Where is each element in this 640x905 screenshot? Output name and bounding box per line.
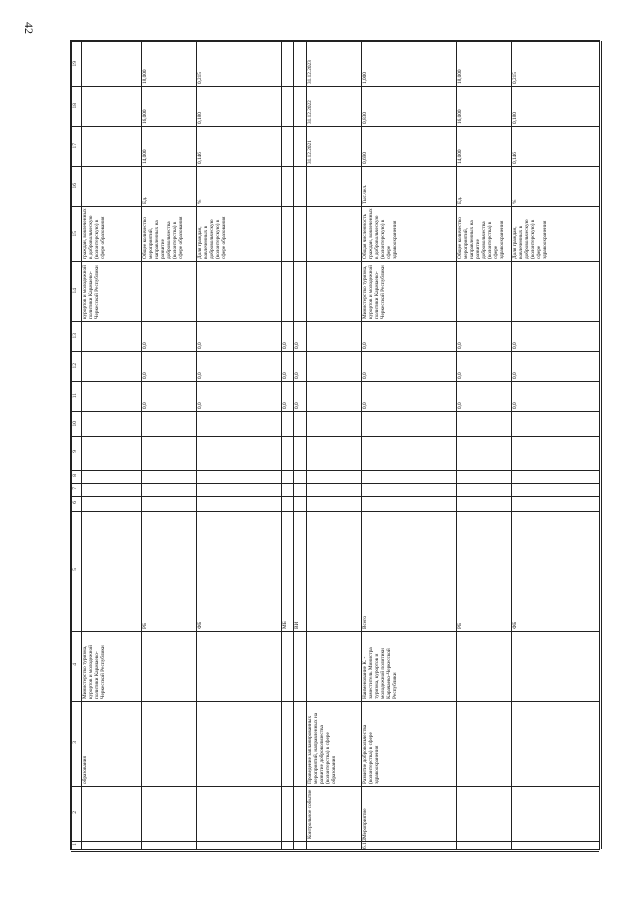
table-cell: Министерство туризма, курортов и молодежной политики Карачаево-Черкесской Республики (82, 643, 106, 699)
grid-line (601, 41, 602, 849)
table-cell: Министерство туризма, курортов и молодежной политики Карачаево-Черкесской Республики (362, 263, 386, 319)
table-cell: % (197, 199, 203, 204)
table-cell: ФБ (197, 621, 203, 629)
table-cell: 18,000 (142, 69, 148, 84)
grid-line (71, 381, 599, 382)
table-cell: Ед. (142, 196, 148, 204)
grid-line (71, 41, 72, 849)
table-cell: Ед. (457, 196, 463, 204)
table-cell: 0,215 (197, 72, 203, 84)
column-number: 19 (72, 60, 78, 66)
column-number: 12 (72, 363, 78, 369)
table-cell: 0,180 (197, 112, 203, 124)
grid-line (71, 86, 599, 87)
grid-line (71, 206, 599, 207)
table-cell: Доля граждан, вовлеченных в добровольческую (волонтерскую) в сфере здравоохранения (512, 218, 548, 259)
grid-line (281, 41, 282, 849)
table-cell: 0,180 (512, 112, 518, 124)
table-cell: 18,000 (457, 69, 463, 84)
grid-line (71, 321, 599, 322)
grid-line (71, 126, 599, 127)
table-cell: 0,146 (197, 152, 203, 164)
page-number: 42 (22, 22, 36, 34)
grid-line (71, 41, 599, 42)
grid-line (71, 483, 599, 484)
column-number: 8 (72, 473, 78, 477)
table-cell: 0,0 (294, 402, 300, 409)
table-cell: Доля граждан, вовлеченных в добровольческую (волонтерскую) в сфере образования (197, 216, 227, 259)
table-cell: 0,0 (512, 342, 518, 349)
table-cell: 0,830 (362, 112, 368, 124)
table-cell: Общая численность граждан, вовлеченных в добровольческую (волонтерскую) в сфере здравоохранения (362, 207, 398, 259)
grid-line (293, 41, 294, 849)
column-number: 3 (72, 740, 78, 744)
table-cell: 0,146 (512, 152, 518, 164)
table-cell: 1,000 (362, 72, 368, 84)
table-cell: 31.12.2023 (307, 60, 313, 84)
table-cell: 0,215 (512, 72, 518, 84)
table-cell: 0,0 (142, 372, 148, 379)
table-cell: 14,000 (457, 149, 463, 164)
table-cell: Общее количество мероприятий, направленных на развитие добровольчества (волонтерства) в сфере здравоохранения (457, 215, 505, 259)
table-cell: 0,0 (457, 342, 463, 349)
table-cell: курортов и молодежной политики Карачаево-Черкесской Республики (82, 263, 100, 319)
grid-line (71, 511, 599, 512)
table-cell: РБ (142, 623, 148, 629)
table-cell: ФБ (512, 621, 518, 629)
grid-line (71, 261, 599, 262)
column-number: 10 (72, 420, 78, 426)
grid-line (71, 411, 599, 412)
table-cell: 0,0 (457, 402, 463, 409)
table-cell: 0,0 (142, 402, 148, 409)
table-cell: МБ (282, 621, 288, 629)
table-cell: 0,0 (362, 372, 368, 379)
column-number: 5 (72, 568, 78, 571)
grid-line (71, 631, 599, 632)
grid-line (71, 786, 599, 787)
column-number: 18 (72, 103, 78, 109)
table-cell: Наименование К. - заместитель Министра туризма, курортов и молодежной политики Карачаево-Черкесской Республики (362, 645, 398, 699)
table-cell: 0,0 (197, 342, 203, 349)
table-cell: 14,000 (142, 149, 148, 164)
table-cell: Развитие добровольчества (волонтерства) в сфере здравоохранения (362, 723, 380, 784)
rotated-table (70, 40, 600, 850)
table-cell: % (512, 199, 518, 204)
grid-line (71, 701, 599, 702)
table-cell: Всего (362, 616, 368, 629)
table-cell: ВИ (294, 621, 300, 629)
column-number: 17 (72, 143, 78, 149)
column-number: 11 (72, 393, 78, 399)
table-cell: 31.12.2021 (307, 140, 313, 164)
column-number: 16 (72, 183, 78, 189)
table-cell: Мероприятие (362, 808, 368, 839)
column-number: 6 (72, 500, 78, 504)
column-number: 4 (72, 663, 78, 666)
table-cell: 0,0 (294, 342, 300, 349)
table-cell: 0,0 (282, 402, 288, 409)
column-number: 15 (72, 230, 78, 236)
column-number: 2 (72, 810, 78, 814)
table-cell: 0,690 (362, 152, 368, 164)
column-number: 1 (72, 843, 78, 846)
grid-line (71, 841, 599, 842)
table-cell: 0,0 (512, 402, 518, 409)
column-number: 14 (72, 288, 78, 294)
table-cell: 0,0 (282, 372, 288, 379)
table-cell: 6.1.2 (362, 838, 368, 849)
table-cell: 31.12.2022 (307, 100, 313, 124)
table-cell: образования (82, 756, 88, 784)
grid-line (71, 351, 599, 352)
grid-line (71, 166, 599, 167)
table-cell: 0,0 (197, 402, 203, 409)
table-cell: 0,0 (457, 372, 463, 379)
column-number: 7 (72, 486, 78, 490)
column-number: 13 (72, 333, 78, 339)
table-cell: 16,000 (457, 109, 463, 124)
table-cell: 16,000 (142, 109, 148, 124)
grid-line (71, 851, 599, 852)
table-cell: РБ (457, 623, 463, 629)
table-cell: Тыс.чел. (362, 184, 368, 204)
table-cell: 0,0 (197, 372, 203, 379)
table-cell: Контрольное событие (307, 789, 313, 839)
grid-line (71, 436, 599, 437)
table-cell: 0,0 (512, 372, 518, 379)
table-cell: граждан, вовлеченных в добровольческую (волонтерскую) в сфере образования (82, 207, 106, 259)
table-cell: Общее количество мероприятий, направленных на развитие добровольчества (волонтерства) в сфере образования (142, 215, 184, 259)
grid-line (71, 470, 599, 471)
grid-line (71, 496, 599, 497)
table-cell: 0,0 (362, 402, 368, 409)
column-number: 9 (72, 450, 78, 453)
table-cell: 0,0 (294, 372, 300, 379)
table-cell: 0,0 (362, 342, 368, 349)
table-cell: 0,0 (142, 342, 148, 349)
table-cell: Проведение запланированных мероприятий, направленных на развитие добровольчества (волонтерства) в сфере образования (307, 711, 337, 784)
table-cell: 0,0 (282, 342, 288, 349)
